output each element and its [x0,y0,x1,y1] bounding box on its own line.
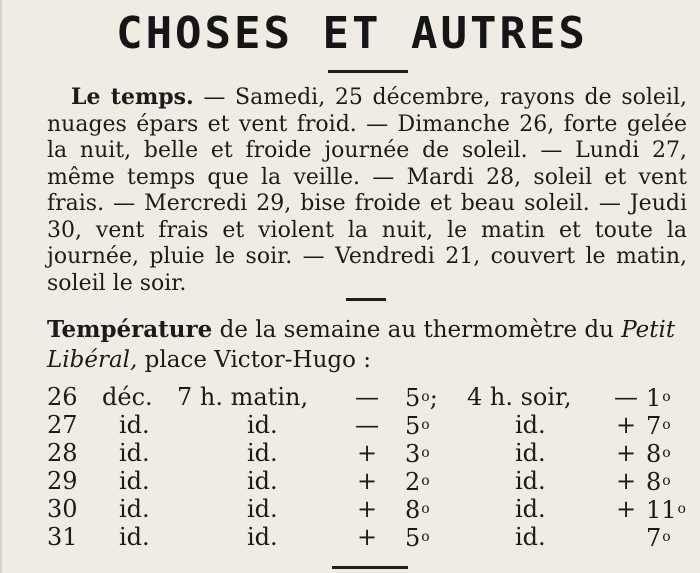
day-number: 29 [47,467,78,495]
degree-mark: o [662,445,671,461]
idem-label: id. [515,411,546,439]
degree-mark: o [421,417,430,433]
idem-label: id. [515,495,546,523]
temperature-row [2,523,700,551]
degree-mark: o [662,473,671,489]
idem-label: id. [247,439,278,467]
morning-value-number: 8 [405,496,421,524]
evening-value [646,411,671,440]
evening-value-number: 8 [646,468,662,496]
evening-value-number: 1 [646,384,662,412]
evening-sign: — [614,383,638,411]
evening-value [646,523,671,552]
evening-value [646,439,671,468]
evening-value-number: 11 [646,496,677,524]
temperature-heading-italic: Petit Libéral, [47,317,676,373]
morning-value-number: 5 [405,384,421,412]
morning-sign: — [355,411,379,439]
title-divider [328,70,408,73]
morning-value [405,439,430,468]
evening-value [646,495,686,524]
morning-sign: + [356,467,378,495]
morning-value [405,383,438,412]
idem-label: id. [247,495,278,523]
idem-label: id. [247,411,278,439]
morning-value [405,495,430,524]
degree-mark: o [421,473,430,489]
idem-label: id. [119,523,150,551]
separator: ; [429,384,438,412]
day-number: 28 [47,439,78,467]
degree-mark: o [677,501,686,517]
degree-mark: o [421,501,430,517]
degree-mark: o [421,529,430,545]
day-number: 31 [47,523,78,551]
morning-value [405,523,430,552]
month-label: déc. [102,383,153,411]
idem-label: id. [247,467,278,495]
idem-label: id. [515,523,546,551]
morning-sign: — [355,383,379,411]
temperature-heading-bold: Température [47,316,213,343]
temperature-heading-end: place Victor-Hugo : [137,347,372,373]
idem-label: id. [119,495,150,523]
temperature-heading [47,315,692,375]
evening-sign: + [615,495,637,523]
bottom-divider [332,566,408,569]
day-number: 30 [47,495,78,523]
idem-label: id. [119,467,150,495]
evening-value-number: 7 [646,524,662,552]
morning-value-number: 5 [405,412,421,440]
evening-time: 4 h. soir, [467,383,572,411]
evening-sign: + [615,467,637,495]
degree-mark: o [421,445,430,461]
morning-sign: + [356,439,378,467]
idem-label: id. [515,467,546,495]
evening-value [646,467,671,496]
morning-value-number: 3 [405,440,421,468]
degree-mark: o [662,417,671,433]
temperature-row [2,495,700,523]
temperature-heading-mid: de la semaine au thermomètre du [212,317,622,343]
morning-sign: + [356,523,378,551]
weather-text: — Samedi, 25 décembre, rayons de soleil, nuages épars et vent froid. — Dimanche 26, forte gelée la nuit, belle et froide journée de soleil. — Lundi 27, même temps que la veille. — Mardi 28, soleil et vent frais. — Mercredi 29, bise froide et beau soleil. — Jeudi 30, vent frais et violent la nuit, le matin et toute la journée, pluie le soir. — Vendredi 21, couvert le matin, soleil le soir. [47,85,687,296]
temperature-row [2,411,700,439]
degree-mark: o [662,389,671,405]
evening-value-number: 7 [646,412,662,440]
morning-value-number: 5 [405,524,421,552]
morning-sign: + [356,495,378,523]
degree-mark: o [662,529,671,545]
evening-value [646,383,671,412]
temperature-row [2,467,700,495]
idem-label: id. [119,439,150,467]
morning-value [405,411,430,440]
evening-sign: + [615,411,637,439]
article-title: CHOSES ET AUTRES [116,8,588,59]
idem-label: id. [119,411,150,439]
temperature-row [2,439,700,467]
evening-value-number: 8 [646,440,662,468]
idem-label: id. [515,439,546,467]
morning-time: 7 h. matin, [177,383,309,411]
morning-value-number: 2 [405,468,421,496]
morning-value [405,467,430,496]
temperature-row-first [2,383,700,411]
day-number: 26 [47,383,78,411]
idem-label: id. [247,523,278,551]
weather-lead: Le temps. [71,84,194,110]
evening-sign: + [615,439,637,467]
section-divider [346,298,386,301]
weather-paragraph [47,84,687,297]
degree-mark: o [421,389,430,405]
day-number: 27 [47,411,78,439]
